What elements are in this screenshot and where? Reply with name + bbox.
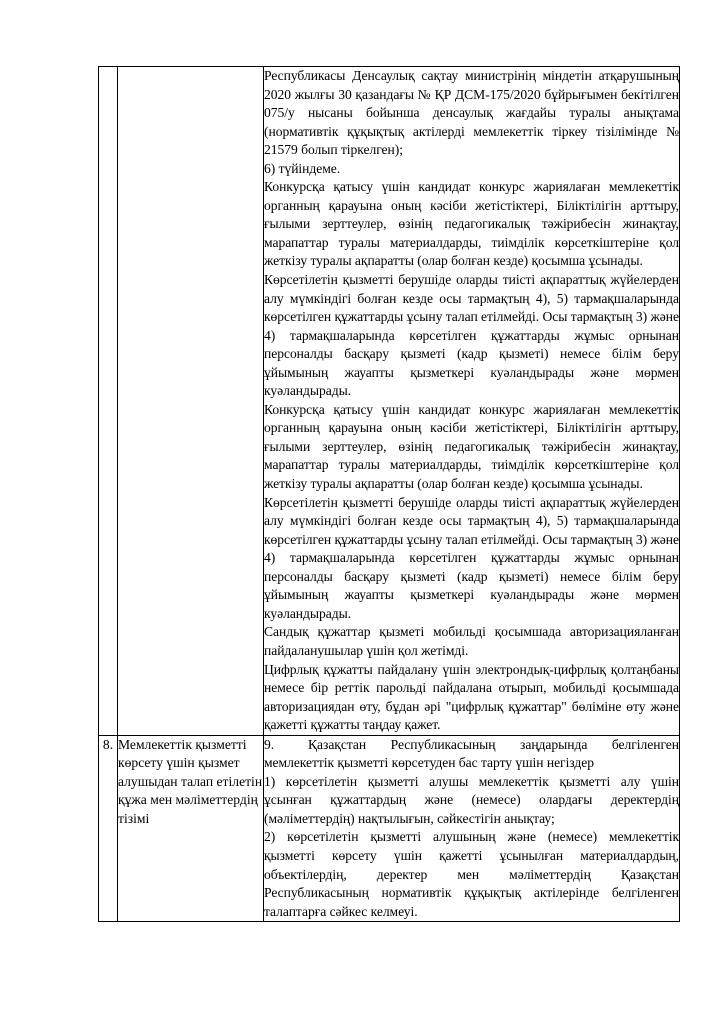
paragraph	[264, 736, 679, 773]
paragraph: Республикасы Денсаулық сақтау министрінің міндетін атқарушының 2020 жылғы 30 қазандағы № ҚР ДСМ-175/2020 бұйрығымен бекітілген 075/у нысаны бойынша денсаулық жағдайы туралы анықтама (нормативтік құқықтық актілерді мемлекеттік тіркеу тізілімінде № 21579 болып тіркелген);	[264, 68, 679, 158]
paragraph: 2) көрсетілетін қызметті алушының және (немесе) мемлекеттік қызметті көрсету үшін қажетті ұсынылған материалдардың, объектілердің, деректер мен мәліметтердің Қазақстан Республикасының нормативтік құқықтық актілерінде белгіленген талаптарға сәйкес келмеуі.	[264, 829, 679, 919]
paragraph: Көрсетілетін қызметті берушіде оларды тиісті ақпараттық жүйелерден алу мүмкіндігі болған кезде осы тармақтың 4), 5) тармақшаларында көрсетілген құжаттарды ұсыну талап етілмейді. Осы тармақтың 3) және 4) тармақшаларында көрсетілген құжаттарды жұмыс орнынан персоналды басқару қызметі (кадр қызметі) немесе білім беру ұйымының жауапты қызметкері куәландырады және мөрмен куәландырады.	[264, 272, 679, 399]
point-number: 9.	[264, 736, 275, 752]
paragraph: 6) түйіндеме.	[264, 160, 341, 176]
row-label-cell: Мемлекеттік қызметті көрсету үшін қызмет алушыдан талап етілетін құжа мен мәліметтердің тізімі	[118, 735, 264, 921]
row-label-cell	[118, 67, 264, 736]
paragraph: Көрсетілетін қызметті берушіде оларды тиісті ақпараттық жүйелерден алу мүмкіндігі болған кезде осы тармақтың 4), 5) тармақшаларында көрсетілген құжаттарды ұсыну талап етілмейді. Осы тармақтың 3) және 4) тармақшаларында көрсетілген құжаттарды жұмыс орнынан персоналды басқару қызметі (кадр қызметі) немесе білім беру ұйымының жауапты қызметкері куәландырады және мөрмен куәландырады.	[264, 494, 679, 621]
row-number-cell: 8.	[99, 735, 118, 921]
table-row-8	[99, 735, 680, 921]
row-number-cell	[99, 67, 118, 736]
document-table	[98, 66, 680, 922]
paragraph: Сандық құжаттар қызметі мобильді қосымшада авторизацияланған пайдаланушылар үшін қол жетімді.	[264, 624, 679, 658]
row-content-cell	[264, 735, 680, 921]
point-text: Қазақстан Республикасының заңдарында белгіленген мемлекеттік қызметті көрсетуден бас тарту үшін негіздер	[264, 736, 679, 771]
paragraph: Цифрлық құжатты пайдалану үшін электрондық-цифрлық қолтаңбаны немесе бір реттік парольді пайдалана отырып, мобильді қосымшада авторизациядан өту, бұдан әрі "цифрлық құжаттар" бөліміне өту және қажетті құжатты таңдау қажет.	[264, 661, 679, 733]
paragraph: Конкурсқа қатысу үшін кандидат конкурс жариялаған мемлекеттік органның қарауына оның кәсіби жетістіктері, Біліктілігін арттыру, ғылыми зерттеулер, өзінің педагогикалық тәжірибесін жинақтау, марапаттар туралы материалдарды, тиімділік көрсеткіштеріне қол жеткізу туралы ақпаратты (олар болған кезде) қосымша ұсынады.	[264, 401, 679, 492]
table-row-continuation	[99, 67, 680, 736]
row-content-cell	[264, 67, 680, 736]
paragraph: Конкурсқа қатысу үшін кандидат конкурс жариялаған мемлекеттік органның қарауына оның кәсіби жетістіктері, Біліктілігін арттыру, ғылыми зерттеулер, өзінің педагогикалық тәжірибесін жинақтау, марапаттар туралы материалдарды, тиімділік көрсеткіштеріне қол жеткізу туралы ақпаратты (олар болған кезде) қосымша ұсынады.	[264, 179, 679, 269]
paragraph: 1) көрсетілетін қызметті алушы мемлекеттік қызметті алу үшін ұсынған құжаттардың және (немесе) олардағы деректердің (мәліметтердің) нақтылығын, сәйкестігін анықтау;	[264, 773, 679, 826]
